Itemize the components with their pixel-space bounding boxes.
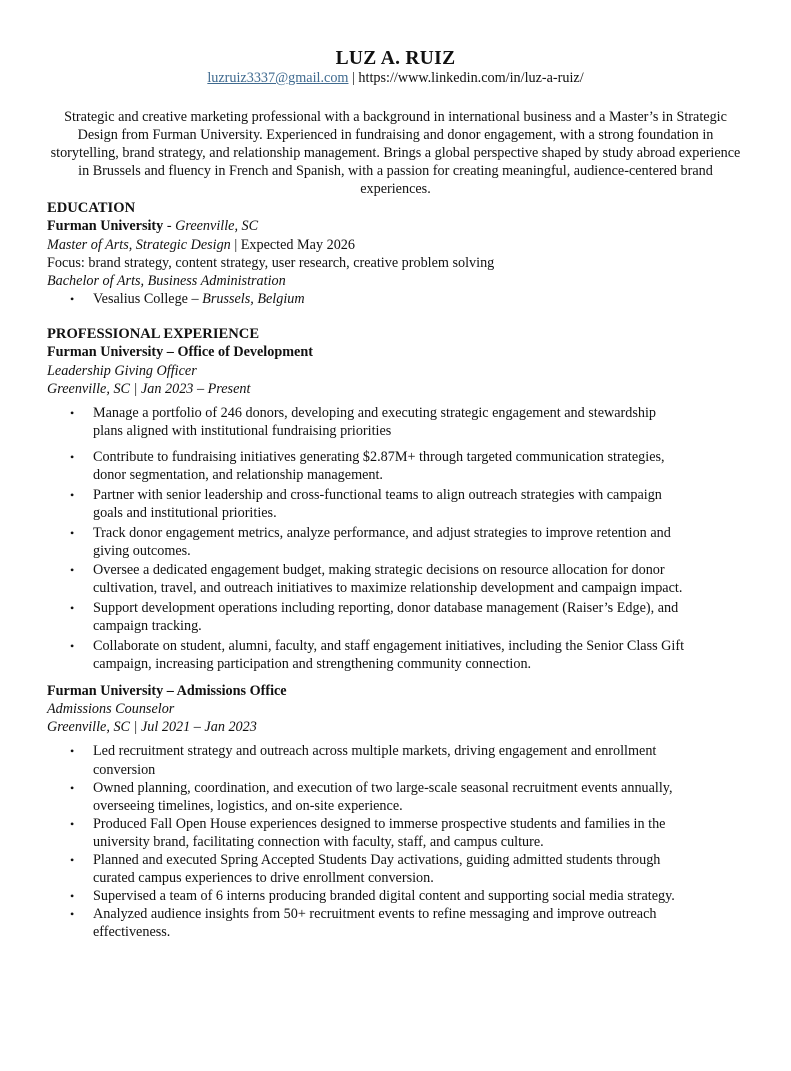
bullet-icon: • xyxy=(70,525,75,540)
list-item xyxy=(47,851,744,887)
list-item xyxy=(47,290,744,308)
bullet-line: curated campus experiences to drive enrollment conversion. xyxy=(93,870,434,887)
degree-bachelor: Bachelor of Arts, Business Administration xyxy=(47,273,286,290)
bullet-line: Analyzed audience insights from 50+ recruitment events to refine messaging and improve outreach xyxy=(93,906,657,923)
job-1-bullets xyxy=(47,404,744,673)
bullet-line: Owned planning, coordination, and execution of two large-scale seasonal recruitment events annually, xyxy=(93,779,673,796)
bullet-icon: • xyxy=(70,744,75,759)
contact-line xyxy=(47,69,744,87)
degree-master-date: | Expected May 2026 xyxy=(230,236,355,253)
degree-master-name: Master of Arts, Strategic Design xyxy=(47,236,231,253)
job-2-title: Admissions Counselor xyxy=(47,701,175,717)
list-item xyxy=(47,905,744,941)
bullet-line: Partner with senior leadership and cross-functional teams to align outreach strategies with campaign xyxy=(93,486,662,503)
bullet-icon: • xyxy=(70,450,75,465)
list-item xyxy=(47,742,744,778)
list-item xyxy=(47,524,744,560)
bullet-line: overseeing timelines, logistics, and on-site experience. xyxy=(93,797,403,814)
study-abroad-school: Vesalius College – xyxy=(93,291,203,308)
bullet-line: Support development operations including reporting, donor database management (Raiser’s Edge), and xyxy=(93,599,679,616)
bullet-line: campaign, increasing participation and strengthening community connection. xyxy=(93,655,532,672)
bullet-line: giving outcomes. xyxy=(93,542,191,559)
job-2-org: Furman University – Admissions Office xyxy=(47,682,287,699)
list-item xyxy=(47,404,744,440)
bullet-line: campaign tracking. xyxy=(93,618,202,635)
bullet-line: cultivation, travel, and outreach initiatives to maximize relationship development and campaign impact. xyxy=(93,580,683,597)
bullet-icon: • xyxy=(70,907,75,922)
job-1-title: Leadership Giving Officer xyxy=(47,362,197,379)
bullet-line: plans aligned with institutional fundraising priorities xyxy=(93,423,392,440)
bullet-line: Contribute to fundraising initiatives generating $2.87M+ through targeted communication strategies, xyxy=(93,449,665,466)
bullet-line: donor segmentation, and relationship management. xyxy=(93,467,383,484)
bullet-line: Supervised a team of 6 interns producing branded digital content and supporting social media strategy. xyxy=(93,888,675,905)
experience-heading: PROFESSIONAL EXPERIENCE xyxy=(47,326,260,343)
bullet-line: Track donor engagement metrics, analyze performance, and adjust strategies to improve retention and xyxy=(93,524,671,541)
list-item xyxy=(47,448,744,484)
list-item xyxy=(47,599,744,635)
list-item xyxy=(47,561,744,597)
education-school xyxy=(47,217,744,235)
job-1-org: Furman University – Office of Development xyxy=(47,344,313,361)
candidate-name: LUZ A. RUIZ xyxy=(335,48,456,69)
list-item xyxy=(47,779,744,815)
bullet-line: Collaborate on student, alumni, faculty, and staff engagement initiatives, including the Senior Class Gift xyxy=(93,637,685,654)
job-2-bullets xyxy=(47,742,744,941)
list-item xyxy=(47,486,744,522)
school-name: Furman University xyxy=(47,218,164,235)
summary-paragraph: Strategic and creative marketing professional with a background in international business and a Master’s in Strategic Design from Furman University. Experienced in fundraising and donor engagement, with a strong foundation in storytelling, brand strategy, and relationship management. Brings a global perspective shaped by study abroad experience in Brussels and fluency in French and Spanish, with a passion for creating meaningful, audience-centered brand experiences. xyxy=(50,109,741,198)
bullet-line: Oversee a dedicated engagement budget, making strategic decisions on resource allocation for donor xyxy=(93,562,665,579)
bullet-icon: • xyxy=(70,487,75,502)
degree-focus: Focus: brand strategy, content strategy, user research, creative problem solving xyxy=(47,254,495,271)
bullet-icon: • xyxy=(70,889,75,904)
bullet-icon: • xyxy=(70,638,75,653)
bullet-icon: • xyxy=(70,600,75,615)
list-item xyxy=(47,815,744,851)
bullet-line: university brand, facilitating connection with faculty, staff, and campus culture. xyxy=(93,833,544,850)
bullet-icon: • xyxy=(70,852,75,867)
bullet-icon: • xyxy=(70,816,75,831)
school-separator: - xyxy=(163,218,176,235)
bullet-icon: • xyxy=(70,563,75,578)
bullet-icon: • xyxy=(70,405,75,420)
degree-master xyxy=(47,236,744,254)
bullet-line: effectiveness. xyxy=(93,924,171,941)
bullet-line: Led recruitment strategy and outreach across multiple markets, driving engagement and enrollment xyxy=(93,743,657,760)
email-link[interactable]: luzruiz3337@gmail.com xyxy=(207,70,349,86)
resume-page xyxy=(0,47,791,1071)
linkedin-url: https://www.linkedin.com/in/luz-a-ruiz/ xyxy=(358,70,584,86)
list-item xyxy=(47,637,744,673)
bullet-line: Planned and executed Spring Accepted Students Day activations, guiding admitted students through xyxy=(93,851,661,868)
job-1-location-dates: Greenville, SC | Jan 2023 – Present xyxy=(47,380,251,397)
school-location: Greenville, SC xyxy=(175,218,259,235)
bullet-line: Manage a portfolio of 246 donors, developing and executing strategic engagement and stewardship xyxy=(93,404,656,421)
bullet-icon: • xyxy=(70,292,75,307)
study-abroad-list xyxy=(47,290,744,308)
list-item xyxy=(47,887,744,905)
study-abroad-location: Brussels, Belgium xyxy=(202,291,305,308)
bullet-line: conversion xyxy=(93,761,156,778)
education-heading: EDUCATION xyxy=(47,200,136,217)
bullet-line: goals and institutional priorities. xyxy=(93,504,277,521)
bullet-line: Produced Fall Open House experiences designed to immerse prospective students and families in the xyxy=(93,815,666,832)
job-2-location-dates: Greenville, SC | Jul 2021 – Jan 2023 xyxy=(47,719,257,736)
contact-separator: | xyxy=(348,70,359,86)
bullet-icon: • xyxy=(70,780,75,795)
